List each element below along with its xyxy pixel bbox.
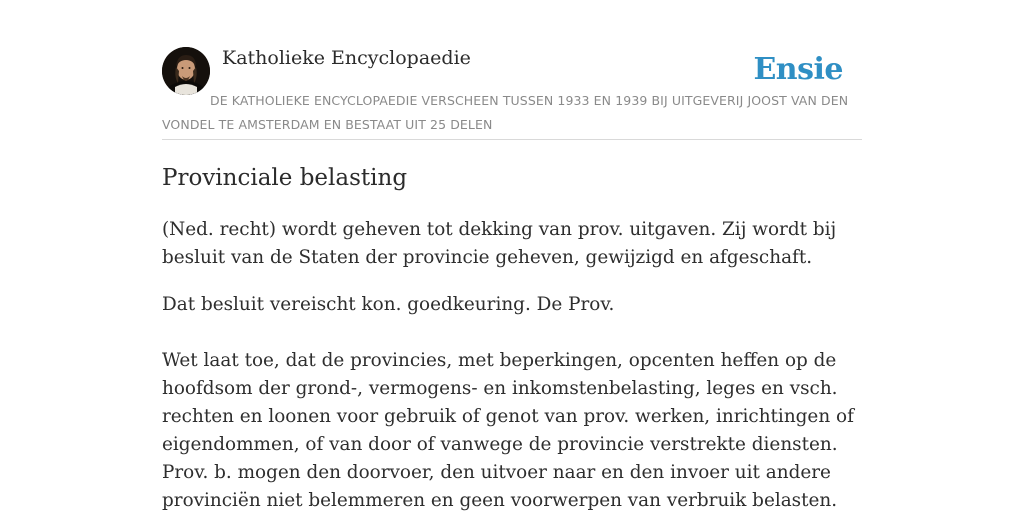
article-paragraph: (Ned. recht) wordt geheven tot dekking van prov. uitgaven. Zij wordt bij besluit van de Staten der provincie geheven, gewijzigd en afgeschaft. [162, 219, 837, 268]
site-title[interactable]: Katholieke Encyclopaedie [222, 47, 471, 69]
portrait-avatar-icon[interactable] [162, 47, 210, 95]
article-paragraph: Dat besluit vereischt kon. goedkeuring. De Prov. [162, 294, 615, 315]
ensie-logo[interactable]: Ensie [753, 52, 843, 87]
article-paragraph: Wet laat toe, dat de provincies, met beperkingen, opcenten heffen op de hoofdsom der grond-, vermogens- en inkomstenbelasting, leges en vsch. rechten en loonen voor gebruik of genot van prov. werken, inrichtingen of eigendommen, of van door of vanwege de provincie verstrekte diensten. Prov. b. mogen den doorvoer, den uitvoer naar en den invoer uit andere provinciën niet belemmeren en geen voorwerpen van verbruik belasten. [162, 350, 854, 511]
article-title: Provinciale belasting [162, 165, 408, 191]
article [162, 160, 867, 512]
site-subtitle: DE KATHOLIEKE ENCYCLOPAEDIE VERSCHEEN TUSSEN 1933 EN 1939 BIJ UITGEVERIJ JOOST VAN DEN VONDEL TE AMSTERDAM EN BESTAAT UIT 25 DELEN [162, 93, 849, 132]
site-header [162, 44, 862, 140]
